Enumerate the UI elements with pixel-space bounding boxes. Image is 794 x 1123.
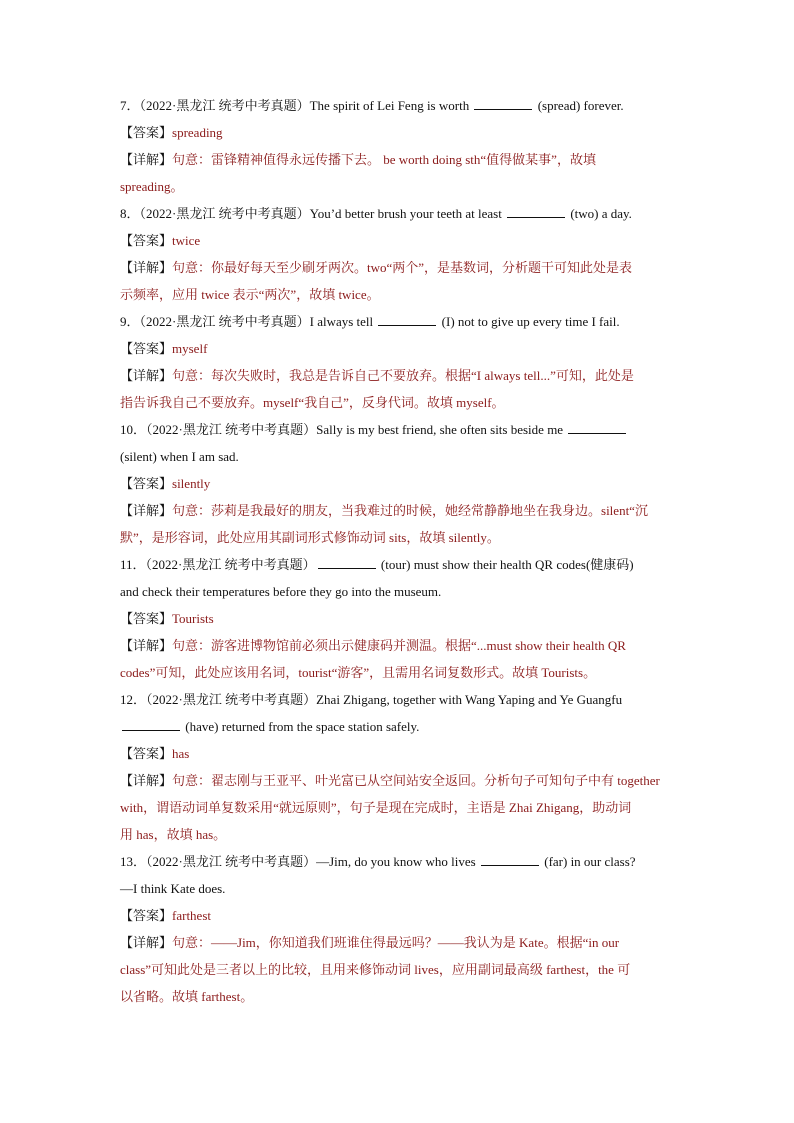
answer-tag: 【答案】 <box>120 611 173 626</box>
question-number: 9． <box>120 314 140 329</box>
question-9 <box>120 308 680 416</box>
answer-blank <box>318 556 376 569</box>
question-7 <box>120 92 680 200</box>
answer-line <box>120 470 680 497</box>
stem-text: (I) not to give up every time I fail. <box>441 314 620 329</box>
detail-line <box>120 632 680 659</box>
question-stem-continued: (silent) when I am sad. <box>120 449 239 464</box>
detail-tag: 【详解】 <box>120 773 173 788</box>
answer-tag: 【答案】 <box>120 908 173 923</box>
answer-line <box>120 740 680 767</box>
answer-blank <box>568 421 626 434</box>
detail-tag: 【详解】 <box>120 260 173 275</box>
detail-line <box>120 929 680 956</box>
question-stem <box>120 308 680 335</box>
question-stem-continued: —I think Kate does. <box>120 881 226 896</box>
answer-text: spreading <box>172 125 223 140</box>
detail-text: 句意：——Jim，你知道我们班谁住得最远吗？——我认为是 Kate。根据“in our <box>172 935 620 950</box>
question-source: （2022·黑龙江 统考中考真题） <box>145 557 316 572</box>
question-number: 12． <box>120 692 147 707</box>
question-number: 13． <box>120 854 147 869</box>
question-source: （2022·黑龙江 统考中考真题） <box>139 98 310 113</box>
question-stem <box>120 92 680 119</box>
stem-text: (tour) must show their health QR codes(健康码) <box>380 557 634 572</box>
answer-line <box>120 902 680 929</box>
stem-text: (far) in our class? <box>544 854 636 869</box>
question-stem <box>120 416 680 443</box>
detail-text: 句意：翟志刚与王亚平、叶光富已从空间站安全返回。分析句子可知句子中有 together <box>172 773 660 788</box>
answer-line <box>120 335 680 362</box>
detail-text: 句意：莎莉是我最好的朋友，当我难过的时候，她经常静静地坐在我身边。silent“沉 <box>172 503 648 518</box>
answer-line <box>120 119 680 146</box>
detail-line <box>120 497 680 524</box>
question-stem-continued <box>120 713 680 740</box>
detail-line: 用 has，故填 has。 <box>120 827 227 842</box>
question-8 <box>120 200 680 308</box>
answer-blank <box>481 853 539 866</box>
question-12 <box>120 686 680 848</box>
detail-line: 以省略。故填 farthest。 <box>120 989 254 1004</box>
answer-line <box>120 605 680 632</box>
answer-text: silently <box>172 476 211 491</box>
answer-tag: 【答案】 <box>120 341 173 356</box>
detail-line <box>120 254 680 281</box>
detail-text: 句意：雷锋精神值得永远传播下去。 be worth doing sth“值得做某事”，故填 <box>172 152 596 167</box>
stem-text: (spread) forever. <box>537 98 624 113</box>
stem-text: Sally is my best friend, she often sits beside me <box>316 422 564 437</box>
detail-tag: 【详解】 <box>120 503 173 518</box>
question-source: （2022·黑龙江 统考中考真题） <box>139 206 310 221</box>
question-stem <box>120 200 680 227</box>
detail-text: 句意：游客进博物馆前必须出示健康码并测温。根据“...must show their health QR <box>172 638 626 653</box>
answer-line <box>120 227 680 254</box>
detail-line <box>120 362 680 389</box>
answer-text: twice <box>172 233 201 248</box>
detail-line: 默”，是形容词，此处应用其副词形式修饰动词 sits，故填 silently。 <box>120 530 500 545</box>
question-number: 10． <box>120 422 147 437</box>
answer-text: Tourists <box>172 611 214 626</box>
detail-line: 指告诉我自己不要放弃。myself“我自己”，反身代词。故填 myself。 <box>120 395 505 410</box>
detail-tag: 【详解】 <box>120 368 173 383</box>
detail-tag: 【详解】 <box>120 152 173 167</box>
answer-blank <box>474 97 532 110</box>
detail-line: class”可知此处是三者以上的比较，且用来修饰动词 lives，应用副词最高级 farthest，the 可 <box>120 962 631 977</box>
question-source: （2022·黑龙江 统考中考真题） <box>146 422 317 437</box>
question-stem <box>120 551 680 578</box>
question-13 <box>120 848 680 1010</box>
detail-line <box>120 767 680 794</box>
detail-text: 句意：你最好每天至少刷牙两次。two“两个”，是基数词，分析题干可知此处是表 <box>172 260 633 275</box>
question-number: 11． <box>120 557 146 572</box>
detail-line: with，谓语动词单复数采用“就远原则”，句子是现在完成时，主语是 Zhai Zhigang，助动词 <box>120 800 632 815</box>
answer-text: farthest <box>172 908 211 923</box>
stem-text: You’d better brush your teeth at least <box>309 206 502 221</box>
detail-line: codes”可知，此处应该用名词，tourist“游客”，且需用名词复数形式。故填 Tourists。 <box>120 665 597 680</box>
stem-text: Zhai Zhigang, together with Wang Yaping and Ye Guangfu <box>316 692 623 707</box>
answer-blank <box>122 718 180 731</box>
detail-line <box>120 146 680 173</box>
question-11 <box>120 551 680 686</box>
question-list <box>120 92 680 1010</box>
question-source: （2022·黑龙江 统考中考真题） <box>139 314 310 329</box>
question-10 <box>120 416 680 551</box>
answer-tag: 【答案】 <box>120 233 173 248</box>
stem-text: I always tell <box>309 314 374 329</box>
answer-blank <box>507 205 565 218</box>
question-source: （2022·黑龙江 统考中考真题） <box>146 692 317 707</box>
detail-tag: 【详解】 <box>120 638 173 653</box>
answer-tag: 【答案】 <box>120 746 173 761</box>
answer-tag: 【答案】 <box>120 125 173 140</box>
detail-line: spreading。 <box>120 179 184 194</box>
question-source: （2022·黑龙江 统考中考真题） <box>146 854 317 869</box>
question-stem-continued: and check their temperatures before they go into the museum. <box>120 584 442 599</box>
question-stem <box>120 686 680 713</box>
detail-line: 示频率，应用 twice 表示“两次”，故填 twice。 <box>120 287 380 302</box>
stem-text: The spirit of Lei Feng is worth <box>309 98 470 113</box>
answer-text: has <box>172 746 190 761</box>
detail-tag: 【详解】 <box>120 935 173 950</box>
question-number: 8． <box>120 206 140 221</box>
detail-text: 句意：每次失败时，我总是告诉自己不要放弃。根据“I always tell...”可知，此处是 <box>172 368 634 383</box>
stem-text: (two) a day. <box>570 206 632 221</box>
answer-blank <box>378 313 436 326</box>
stem-text: (have) returned from the space station safely. <box>185 719 420 734</box>
question-stem <box>120 848 680 875</box>
answer-tag: 【答案】 <box>120 476 173 491</box>
stem-text: —Jim, do you know who lives <box>316 854 476 869</box>
answer-text: myself <box>172 341 208 356</box>
question-number: 7． <box>120 98 140 113</box>
